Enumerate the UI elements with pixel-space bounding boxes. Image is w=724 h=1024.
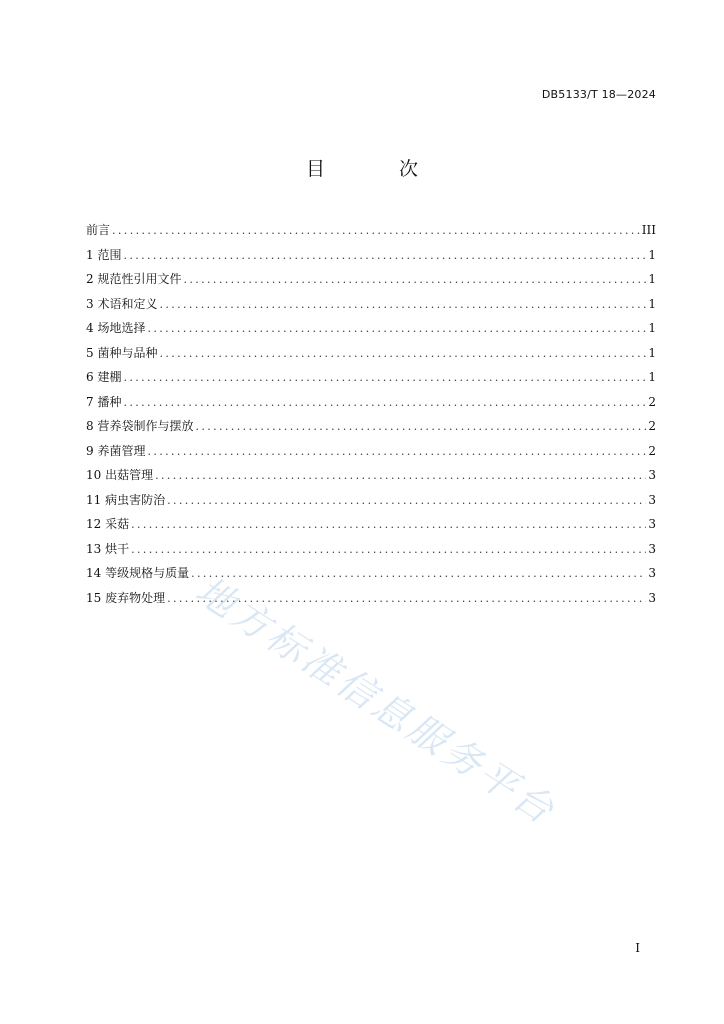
- toc-leader-dots: [123, 371, 646, 384]
- toc-entry[interactable]: [86, 368, 656, 393]
- toc-entry-page: 3: [648, 468, 656, 482]
- toc-entry[interactable]: [86, 295, 656, 320]
- toc-entry-page: 1: [648, 370, 656, 384]
- table-of-contents: [86, 221, 656, 613]
- toc-leader-dots: [195, 420, 646, 433]
- toc-entry-label: 8 营养袋制作与摆放: [86, 419, 194, 433]
- document-code: DB5133/T 18—2024: [541, 88, 656, 101]
- toc-entry-page: 3: [648, 541, 656, 556]
- toc-entry-label: 10 出菇管理: [86, 468, 154, 482]
- toc-entry[interactable]: [86, 515, 656, 540]
- toc-entry[interactable]: [86, 344, 656, 369]
- toc-entry-page: 1: [648, 296, 656, 311]
- toc-leader-dots: [167, 494, 646, 507]
- toc-entry-page: 1: [648, 345, 656, 360]
- toc-entry[interactable]: [86, 319, 656, 344]
- toc-leader-dots: [131, 518, 646, 531]
- toc-entry-page: 1: [648, 247, 656, 262]
- toc-entry-page: 3: [648, 517, 656, 531]
- toc-entry-label: 6 建棚: [86, 370, 122, 384]
- toc-leader-dots: [159, 298, 646, 311]
- toc-title: 目 次: [305, 158, 453, 180]
- toc-entry-label: 15 废弃物处理: [86, 590, 166, 605]
- toc-leader-dots: [147, 445, 646, 458]
- toc-entry-page: 3: [648, 590, 656, 605]
- toc-entry-label: 5 菌种与品种: [86, 345, 158, 360]
- toc-entry[interactable]: [86, 270, 656, 295]
- toc-leader-dots: [183, 273, 646, 286]
- toc-leader-dots: [147, 322, 646, 335]
- toc-entry-label: 2 规范性引用文件: [86, 272, 182, 286]
- toc-leader-dots: [131, 543, 646, 556]
- toc-entry[interactable]: [86, 393, 656, 418]
- toc-leader-dots: [112, 224, 640, 237]
- toc-entry-page: III: [641, 223, 656, 237]
- toc-entry-label: 9 养菌管理: [86, 443, 146, 458]
- toc-leader-dots: [159, 347, 646, 360]
- toc-entry-label: 12 采菇: [86, 517, 130, 531]
- toc-entry-label: 7 播种: [86, 394, 122, 409]
- toc-entry-label: 4 场地选择: [86, 321, 146, 335]
- toc-entry[interactable]: [86, 491, 656, 516]
- toc-entry-label: 3 术语和定义: [86, 296, 158, 311]
- toc-entry[interactable]: [86, 589, 656, 614]
- toc-entry-page: 2: [648, 419, 656, 433]
- toc-entry[interactable]: [86, 466, 656, 491]
- page-number: I: [635, 941, 640, 955]
- toc-entry-label: 前言: [86, 223, 111, 237]
- toc-entry-label: 11 病虫害防治: [86, 492, 166, 507]
- toc-entry-page: 1: [648, 321, 656, 335]
- toc-entry-label: 13 烘干: [86, 541, 130, 556]
- watermark: 地方标准信息服务平台: [187, 568, 565, 834]
- toc-entry[interactable]: [86, 221, 656, 246]
- toc-entry[interactable]: [86, 417, 656, 442]
- toc-leader-dots: [123, 249, 646, 262]
- toc-leader-dots: [155, 469, 646, 482]
- toc-entry-page: 3: [648, 566, 656, 580]
- toc-entry-page: 2: [648, 443, 656, 458]
- toc-entry[interactable]: [86, 540, 656, 565]
- toc-entry[interactable]: [86, 564, 656, 589]
- toc-leader-dots: [191, 567, 646, 580]
- toc-entry-page: 3: [648, 492, 656, 507]
- toc-entry-page: 2: [648, 394, 656, 409]
- toc-entry-page: 1: [648, 272, 656, 286]
- toc-entry-label: 1 范围: [86, 247, 122, 262]
- toc-entry[interactable]: [86, 442, 656, 467]
- toc-entry[interactable]: [86, 246, 656, 271]
- toc-entry-label: 14 等级规格与质量: [86, 566, 190, 580]
- toc-leader-dots: [123, 396, 646, 409]
